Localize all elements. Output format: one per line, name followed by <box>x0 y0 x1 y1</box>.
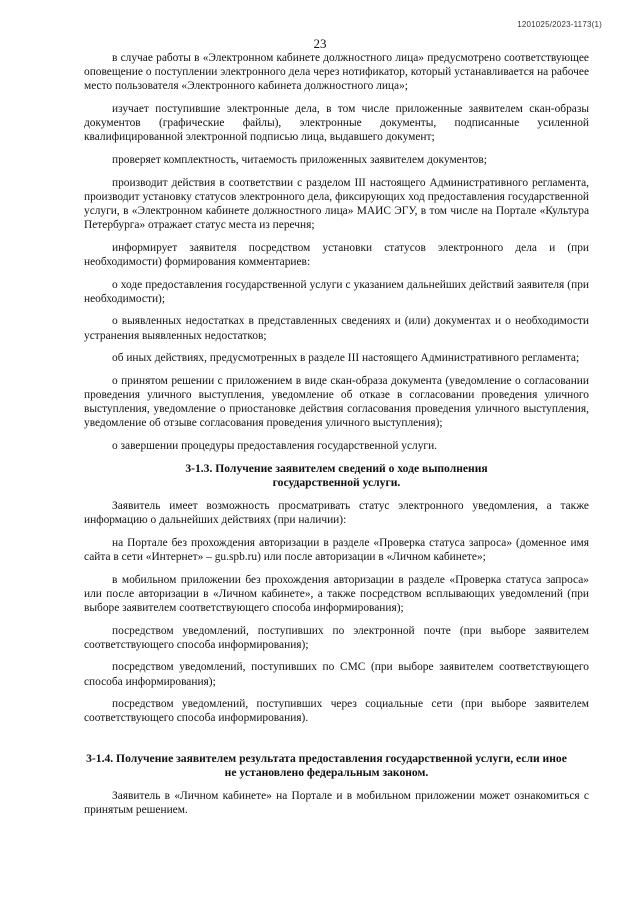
section-heading-line: не установлено федеральным законом. <box>224 765 429 779</box>
paragraph-study-cases: изучает поступившие электронные дела, в том числе приложенные заявителем скан-образы документов (графические файлы), электронные документы, подписанные усиленной квалифицированной электронной подписью лица, выдавшего документ; <box>84 103 589 144</box>
page-number: 23 <box>313 36 327 51</box>
paragraph-progress: о ходе предоставления государственной услуги с указанием дальнейших действий заявителя (при необходимости); <box>84 278 589 305</box>
document-id: 1201025/2023-1173(1) <box>517 20 602 29</box>
section-heading-3-1-3 <box>84 462 589 490</box>
section-heading-3-1-4 <box>58 752 595 780</box>
section-heading-line: государственной услуги. <box>272 475 401 489</box>
paragraph-notification: в случае работы в «Электронном кабинете должностного лица» предусмотрено соответствующее оповещение о поступлении электронного дела через нотификатор, который устанавливается на рабочее место пользователя «Электронного кабинета должностного лица»; <box>84 52 589 93</box>
paragraph-check-completeness: проверяет комплектность, читаемость приложенных заявителем документов; <box>112 154 487 166</box>
paragraph-result-review: Заявитель в «Личном кабинете» на Портале и в мобильном приложении может ознакомиться с принятым решением. <box>84 789 589 817</box>
paragraph-email-notify: посредством уведомлений, поступивших по электронной почте (при выборе заявителем соответствующего способа информирования); <box>84 624 589 651</box>
section-heading-line: 3-1.4. Получение заявителем результата предоставления государственной услуги, если иное <box>86 751 567 765</box>
paragraph-mobile-status: в мобильном приложении без прохождения авторизации в разделе «Проверка статуса запроса» или после авторизации в «Личном кабинете», а также посредством всплывающих уведомлений (при выборе заявителем соответствующего способа информирования); <box>84 573 589 614</box>
paragraph-inform-applicant: информирует заявителя посредством установки статусов электронного дела и (при необходимости) формирования комментариев: <box>84 241 589 268</box>
paragraph-social-notify: посредством уведомлений, поступивших через социальные сети (при выборе заявителем соответствующего способа информирования). <box>84 698 589 725</box>
document-body <box>84 51 589 826</box>
paragraph-sms-notify: посредством уведомлений, поступивших по СМС (при выборе заявителем соответствующего способа информирования); <box>84 661 589 688</box>
paragraph-perform-actions: производит действия в соответствии с разделом III настоящего Административного регламента, производит установку статусов электронного дела, фиксирующих ход предоставления государственной услуги, в «Электронном кабинете должностного лица» МАИС ЭГУ, в том числе на Портале «Культура Петербурга» отражает статус места из перечня; <box>84 176 589 232</box>
paragraph-other-actions: об иных действиях, предусмотренных в разделе III настоящего Административного регламента; <box>112 352 580 365</box>
paragraph-portal-status: на Портале без прохождения авторизации в разделе «Проверка статуса запроса» (доменное имя сайта в сети «Интернет» – gu.spb.ru) или после авторизации в «Личном кабинете»; <box>84 536 589 563</box>
paragraph-deficiencies: о выявленных недостатках в представленных сведениях и (или) документах и о необходимости устранения выявленных недостатков; <box>84 315 589 342</box>
section-heading-line: 3-1.3. Получение заявителем сведений о ходе выполнения <box>185 461 488 475</box>
paragraph-applicant-status: Заявитель имеет возможность просматривать статус электронного уведомления, а также информацию о дальнейших действиях (при наличии): <box>84 499 589 527</box>
paragraph-completion: о завершении процедуры предоставления государственной услуги. <box>112 439 438 452</box>
paragraph-decision: о принятом решении с приложением в виде скан-образа документа (уведомление о согласовании проведения уличного выступления, уведомление об отказе в согласовании проведения уличного выступления, уведомление о приостановке действия согласования проведения уличного выступления, уведомление об отзыве согласования проведения уличного выступления); <box>84 374 589 430</box>
